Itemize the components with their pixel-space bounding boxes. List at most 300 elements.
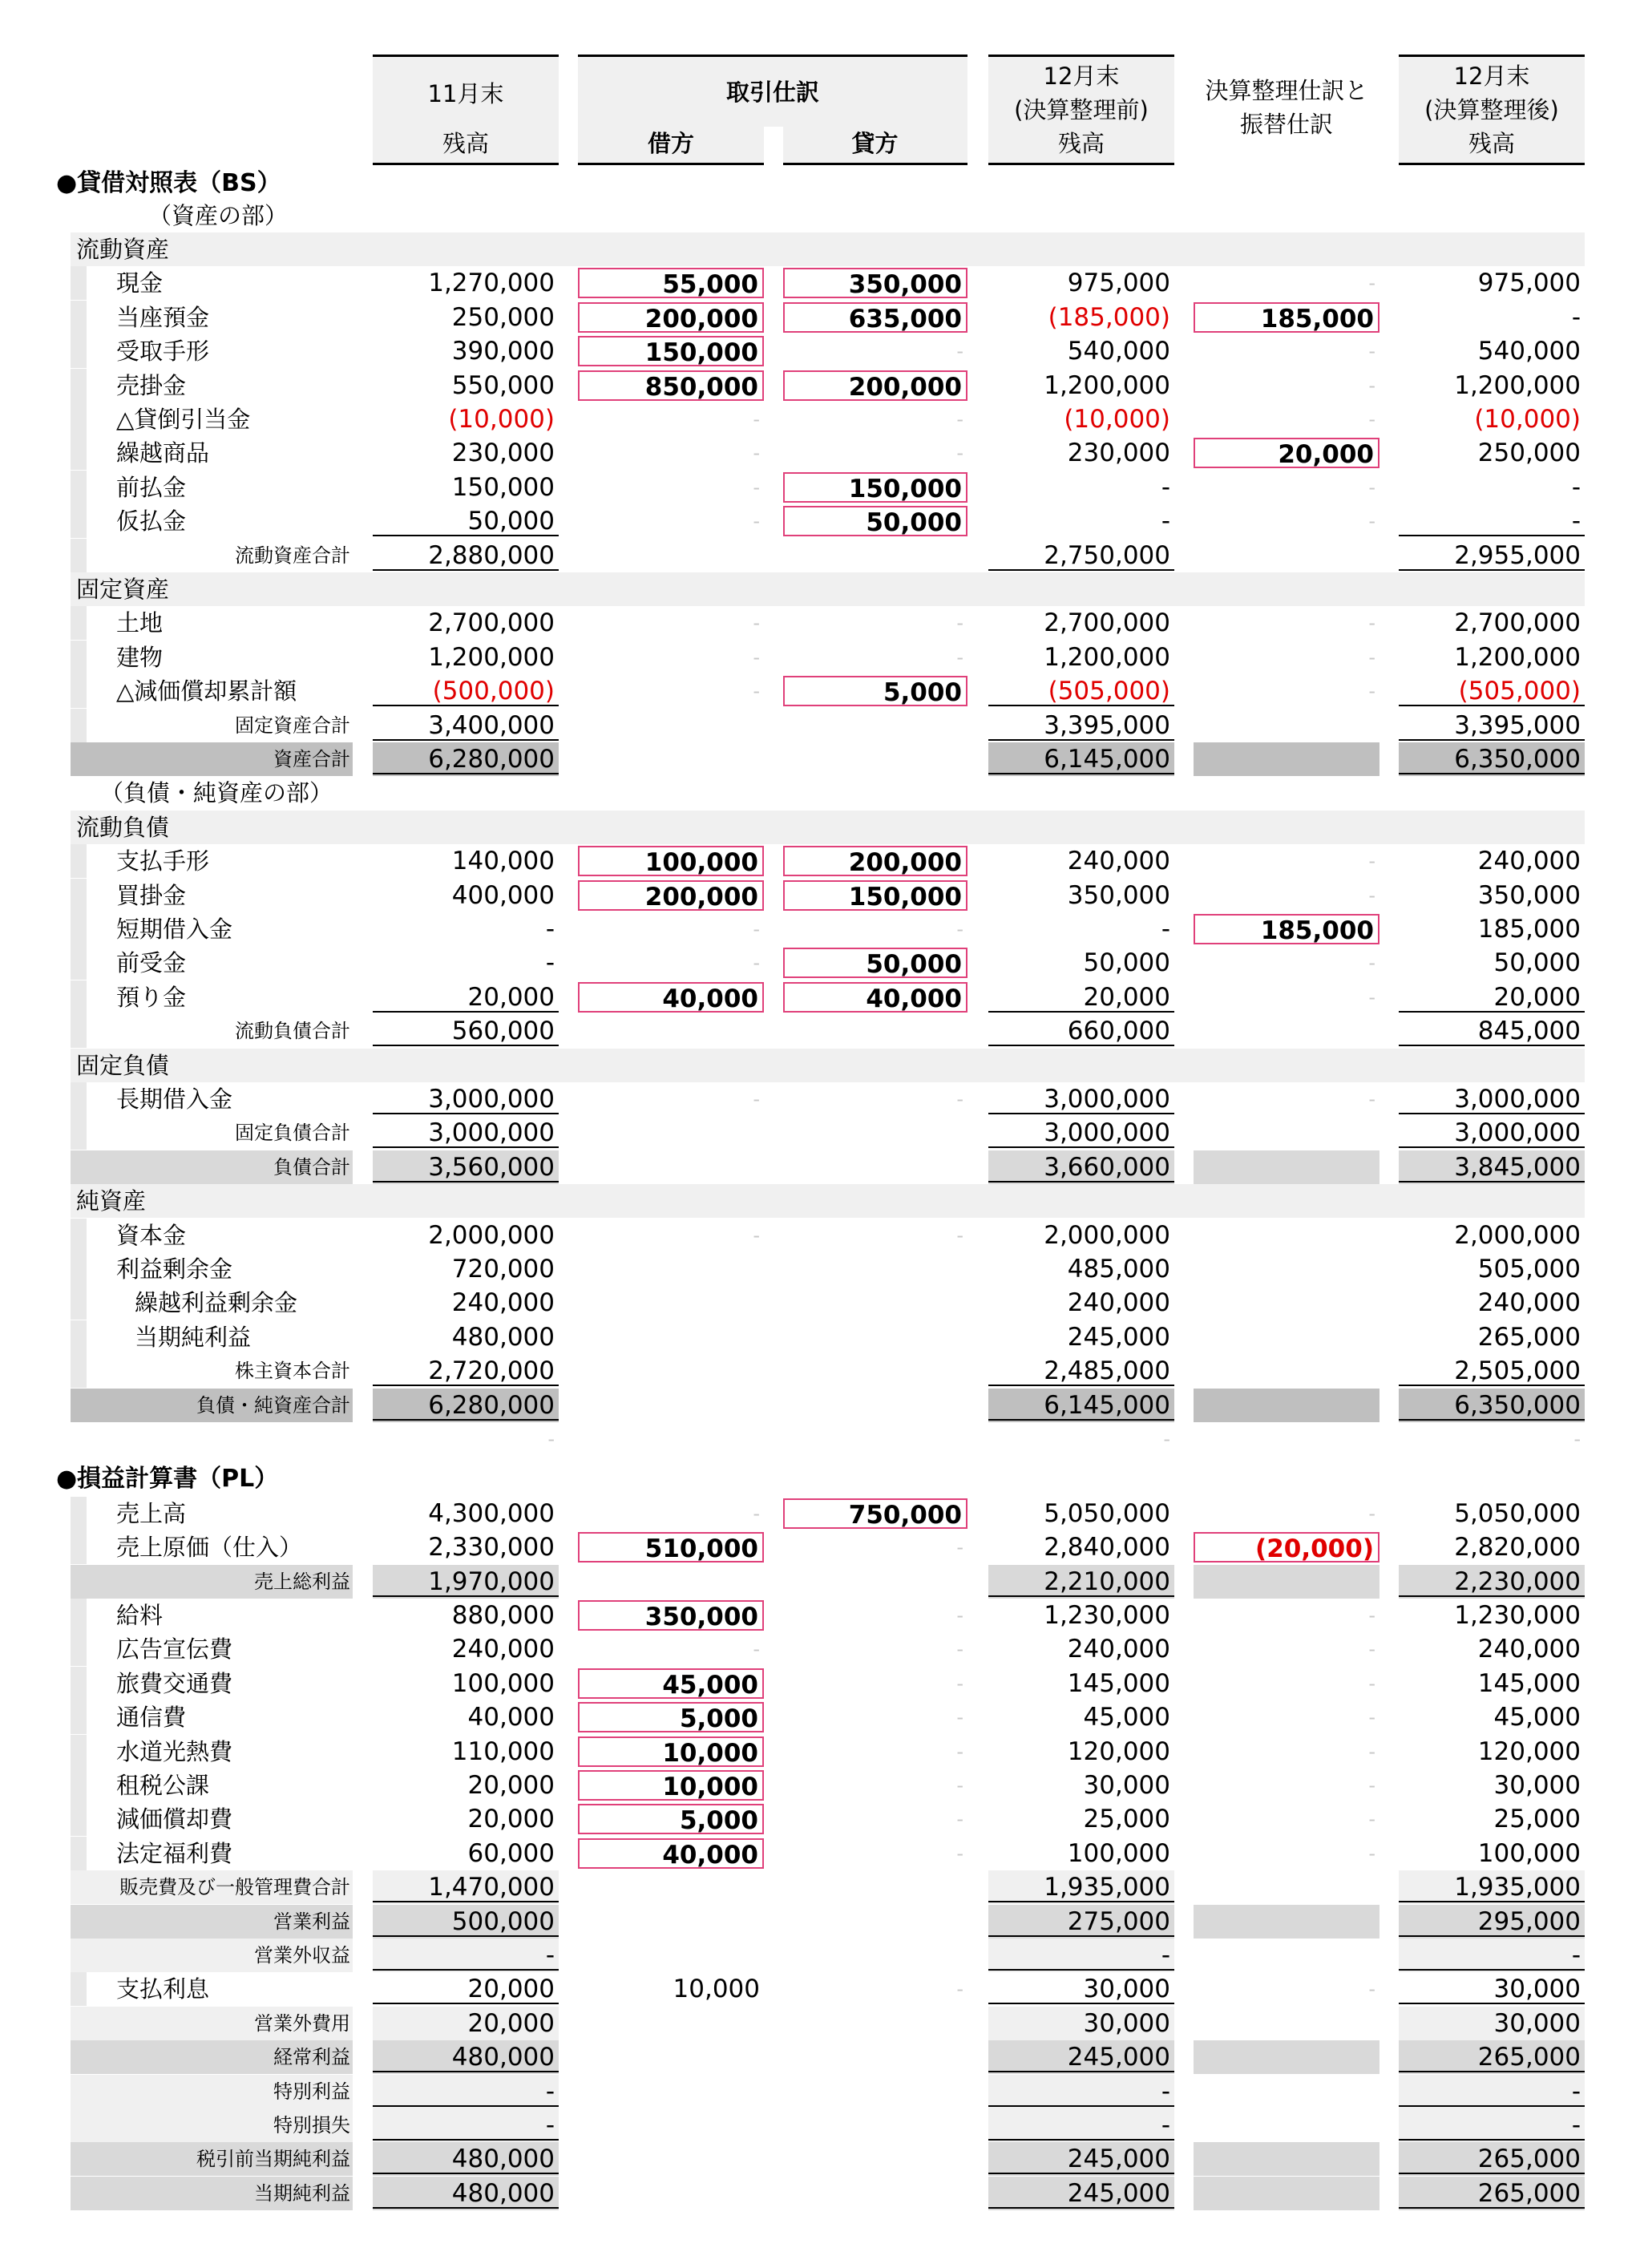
total-row	[0, 742, 1636, 776]
amount-cell: 505,000	[1477, 1255, 1581, 1284]
row-label: 繰越利益剰余金	[135, 1289, 298, 1317]
row-margin-bar	[71, 1497, 87, 1530]
pl-section-title: ●損益計算書（PL）	[56, 1465, 279, 1494]
amount-cell: 1,200,000	[1044, 370, 1170, 400]
amount-cell: 45,000	[1083, 1703, 1170, 1732]
amount-cell: 1,270,000	[428, 269, 555, 298]
amount-cell: -	[956, 442, 963, 465]
amount-cell: -	[1368, 883, 1375, 907]
amount-cell: -	[1368, 475, 1375, 499]
amount-cell: -	[1368, 1978, 1375, 2001]
amount-cell: 20,000	[988, 982, 1174, 1013]
amount-cell: -	[988, 2110, 1174, 2141]
amount-cell: 240,000	[1067, 1635, 1170, 1664]
amount-cell: -	[1573, 1428, 1581, 1450]
row-label: 資産合計	[273, 748, 350, 770]
amount-cell: 4,300,000	[428, 1498, 555, 1528]
row-margin-bar	[71, 1667, 87, 1700]
amount-cell: -	[753, 952, 760, 975]
amount-cell: 30,000	[1083, 2008, 1170, 2038]
row-shading	[1194, 742, 1379, 776]
amount-cell: 2,485,000	[988, 1356, 1174, 1386]
amount-cell: -	[956, 612, 963, 635]
journal-entry-amount: 850,000	[578, 370, 764, 401]
amount-cell: 2,720,000	[373, 1356, 559, 1386]
amount-cell: 2,210,000	[988, 1567, 1174, 1597]
amount-cell: -	[1368, 850, 1375, 873]
amount-cell: 2,880,000	[373, 540, 559, 571]
total-row	[0, 1905, 1636, 1939]
amount-cell: 3,400,000	[373, 710, 559, 741]
header-dec-post-line2: (決算整理後)	[1424, 96, 1559, 123]
amount-cell: 250,000	[451, 302, 555, 332]
amount-cell: -	[547, 1428, 555, 1450]
amount-cell: 50,000	[1493, 948, 1581, 978]
row-margin-bar	[71, 1286, 87, 1320]
amount-cell: -	[753, 680, 760, 703]
row-shading	[1194, 2142, 1379, 2176]
amount-cell: -	[545, 948, 555, 978]
amount-cell: 1,470,000	[373, 1872, 559, 1902]
amount-cell: -	[1368, 1638, 1375, 1661]
table-row	[0, 606, 1636, 640]
row-margin-bar	[71, 912, 87, 946]
table-row	[0, 980, 1636, 1014]
table-row	[0, 1497, 1636, 1530]
row-label: 広告宣伝費	[116, 1635, 233, 1664]
amount-cell: 245,000	[988, 2178, 1174, 2209]
amount-cell: 975,000	[1067, 269, 1170, 298]
row-label: 負債合計	[273, 1155, 350, 1178]
table-row	[0, 436, 1636, 470]
table-row	[0, 504, 1636, 538]
table-row	[0, 844, 1636, 878]
group-header-row	[0, 1184, 1636, 1218]
amount-cell: 145,000	[1067, 1668, 1170, 1698]
amount-cell: -	[1368, 272, 1375, 295]
amount-cell: -	[753, 510, 760, 533]
amount-cell: -	[753, 475, 760, 499]
header-adjust-line2: 振替仕訳	[1239, 111, 1333, 138]
row-margin-bar	[71, 1837, 87, 1870]
table-row	[0, 1837, 1636, 1870]
amount-cell: -	[1368, 1740, 1375, 1763]
journal-entry-amount: 200,000	[578, 880, 764, 911]
amount-cell: 6,350,000	[1399, 744, 1585, 774]
assets-subtitle: （資産の部）	[148, 202, 289, 229]
amount-cell: 295,000	[1399, 1906, 1585, 1937]
amount-cell: -	[988, 2076, 1174, 2107]
table-row	[0, 266, 1636, 300]
header-dec-pre-line2: (決算整理前)	[1014, 96, 1149, 123]
row-margin-bar	[71, 301, 87, 334]
row-label: 給料	[116, 1602, 164, 1629]
journal-entry-amount: 20,000	[1194, 438, 1379, 468]
row-label: 営業外費用	[254, 2011, 350, 2035]
amount-cell: 25,000	[1493, 1805, 1581, 1834]
group-header-row	[0, 232, 1636, 266]
journal-entry-amount: 635,000	[783, 302, 967, 333]
amount-cell: -	[1161, 915, 1170, 944]
amount-cell: -	[956, 1774, 963, 1797]
journal-entry-amount: 5,000	[578, 1702, 764, 1732]
amount-cell: 2,000,000	[1454, 1220, 1581, 1250]
row-label: 売上原価（仕入）	[116, 1534, 303, 1562]
journal-entry-amount: 10,000	[578, 1770, 764, 1801]
header-dec-pre-line3: 残高	[1057, 130, 1105, 157]
amount-cell: 120,000	[1067, 1736, 1170, 1766]
table-row	[0, 674, 1636, 708]
amount-cell: (10,000)	[448, 405, 555, 434]
amount-cell: -	[1399, 1940, 1585, 1971]
row-margin-bar	[71, 436, 87, 470]
row-shading	[71, 811, 1585, 844]
total-row	[0, 2177, 1636, 2210]
row-label: 特別損失	[273, 2114, 350, 2137]
row-margin-bar	[71, 1599, 87, 1632]
amount-cell: 2,505,000	[1399, 1356, 1585, 1386]
row-margin-bar	[71, 879, 87, 912]
row-margin-bar	[71, 1632, 87, 1666]
amount-cell: -	[1368, 952, 1375, 975]
row-label: 税引前当期純利益	[196, 2148, 350, 2171]
journal-entry-amount: 350,000	[578, 1600, 764, 1631]
amount-cell: 540,000	[1067, 337, 1170, 366]
amount-cell: 110,000	[451, 1736, 555, 1766]
amount-cell: 20,000	[373, 1974, 559, 2004]
amount-cell: -	[1163, 1428, 1170, 1450]
row-label: 水道光熱費	[116, 1737, 233, 1765]
amount-cell: -	[753, 1502, 760, 1525]
row-margin-bar	[71, 334, 87, 368]
amount-cell: -	[1368, 1774, 1375, 1797]
row-shading	[1194, 1565, 1379, 1599]
amount-cell: 485,000	[1067, 1255, 1170, 1284]
journal-entry-amount: (20,000)	[1194, 1532, 1379, 1563]
amount-cell: 10,000	[673, 1975, 760, 2004]
row-shading	[1194, 1389, 1379, 1422]
amount-cell: -	[1571, 302, 1581, 332]
row-label: 減価償却費	[116, 1805, 233, 1833]
row-label: 土地	[116, 609, 164, 637]
row-shading	[71, 572, 1585, 606]
row-label: 純資産	[76, 1187, 147, 1215]
amount-cell: 2,230,000	[1399, 1567, 1585, 1597]
journal-entry-amount: 750,000	[783, 1498, 967, 1529]
header-col-nov	[373, 55, 559, 165]
journal-entry-amount: 510,000	[578, 1532, 764, 1563]
amount-cell: 60,000	[467, 1838, 555, 1868]
amount-cell: 1,200,000	[1454, 642, 1581, 672]
amount-cell: 120,000	[1477, 1736, 1581, 1766]
row-margin-bar	[71, 1530, 87, 1564]
header-dec-post-line1: 12月末	[1453, 63, 1530, 90]
journal-entry-amount: 55,000	[578, 268, 764, 298]
amount-cell: 6,280,000	[373, 744, 559, 774]
row-label: 当期純利益	[254, 2181, 350, 2205]
row-shading	[71, 232, 1585, 266]
amount-cell: 6,280,000	[373, 1390, 559, 1421]
amount-cell: -	[988, 1940, 1174, 1971]
amount-cell: 480,000	[373, 2178, 559, 2209]
amount-cell: 480,000	[451, 1322, 555, 1352]
amount-cell: 30,000	[988, 1974, 1174, 2004]
row-shading	[1194, 2177, 1379, 2210]
amount-cell: 5,050,000	[1454, 1498, 1581, 1528]
journal-entry-amount: 5,000	[783, 676, 967, 706]
table-row	[0, 402, 1636, 436]
amount-cell: -	[1368, 1088, 1375, 1110]
row-label: 繰越商品	[116, 439, 210, 467]
amount-cell: 2,750,000	[988, 540, 1174, 571]
row-label: 法定福利費	[116, 1839, 233, 1867]
amount-cell: -	[1368, 985, 1375, 1009]
amount-cell: 40,000	[467, 1703, 555, 1732]
header-adjust-line1: 決算整理仕訳と	[1205, 77, 1368, 104]
amount-cell: -	[1368, 1502, 1375, 1525]
journal-entry-amount: 350,000	[783, 268, 967, 298]
row-label: 租税公課	[116, 1772, 210, 1799]
amount-cell: (505,000)	[1399, 676, 1585, 706]
group-header-row	[0, 811, 1636, 844]
row-label: 経常利益	[273, 2046, 350, 2069]
amount-cell: 240,000	[451, 1288, 555, 1318]
total-row	[0, 1354, 1636, 1388]
journal-entry-amount: 185,000	[1194, 914, 1379, 944]
amount-cell: -	[1161, 507, 1170, 536]
row-shading	[1194, 1905, 1379, 1939]
row-label: 前払金	[116, 473, 187, 501]
table-row	[0, 1769, 1636, 1802]
amount-cell: 275,000	[988, 1906, 1174, 1937]
amount-cell: (10,000)	[1474, 405, 1581, 434]
row-shading	[71, 1049, 1585, 1082]
row-margin-bar	[71, 1700, 87, 1734]
amount-cell: 25,000	[1083, 1805, 1170, 1834]
amount-cell: -	[956, 1088, 963, 1110]
amount-cell: 2,700,000	[1454, 608, 1581, 638]
header-col-dec-pre	[988, 55, 1174, 165]
row-label: 通信費	[116, 1704, 187, 1732]
row-label: 長期借入金	[116, 1085, 233, 1113]
amount-cell: 6,145,000	[988, 744, 1174, 774]
amount-cell: -	[373, 2110, 559, 2141]
row-label: 当期純利益	[135, 1323, 252, 1351]
amount-cell: -	[1368, 1706, 1375, 1729]
row-label: 固定資産合計	[235, 714, 350, 737]
amount-cell: 3,000,000	[1399, 1118, 1585, 1148]
amount-cell: 265,000	[1399, 2042, 1585, 2072]
table-row	[0, 1972, 1636, 2006]
amount-cell: 720,000	[451, 1255, 555, 1284]
amount-cell: -	[956, 1672, 963, 1695]
amount-cell: 140,000	[451, 847, 555, 876]
row-label: 売上高	[116, 1499, 187, 1527]
row-margin-bar	[71, 606, 87, 640]
amount-cell: 20,000	[1399, 982, 1585, 1013]
table-row	[0, 301, 1636, 334]
amount-cell: -	[1368, 510, 1375, 533]
amount-cell: 3,395,000	[1399, 710, 1585, 741]
table-row	[0, 1667, 1636, 1700]
row-margin-bar	[71, 266, 87, 300]
amount-cell: 3,000,000	[373, 1084, 559, 1114]
amount-cell: 20,000	[467, 1805, 555, 1834]
amount-cell: -	[753, 645, 760, 669]
amount-cell: -	[1368, 340, 1375, 363]
amount-cell: (505,000)	[988, 676, 1174, 706]
amount-cell: 500,000	[373, 1906, 559, 1937]
amount-cell: 240,000	[1477, 847, 1581, 876]
amount-cell: 240,000	[1067, 1288, 1170, 1318]
table-row	[0, 369, 1636, 402]
amount-cell: 245,000	[988, 2144, 1174, 2174]
header-dec-post-line3: 残高	[1468, 130, 1515, 157]
amount-cell: -	[956, 1978, 963, 2001]
table-row	[0, 471, 1636, 504]
amount-cell: 5,050,000	[1044, 1498, 1170, 1528]
amount-cell: 2,000,000	[1044, 1220, 1170, 1250]
amount-cell: (500,000)	[373, 676, 559, 706]
table-row	[0, 1735, 1636, 1769]
amount-cell: 2,955,000	[1399, 540, 1585, 571]
row-label: 負債・純資産合計	[196, 1393, 350, 1417]
amount-cell: -	[1368, 1841, 1375, 1865]
amount-cell: 265,000	[1399, 2144, 1585, 2174]
row-label: 資本金	[116, 1221, 187, 1249]
amount-cell: -	[753, 1223, 760, 1247]
amount-cell: -	[1368, 1604, 1375, 1627]
amount-cell: 240,000	[1477, 1288, 1581, 1318]
amount-cell: 390,000	[451, 337, 555, 366]
group-header-row	[0, 1049, 1636, 1082]
amount-cell: -	[753, 612, 760, 635]
amount-cell: -	[956, 1841, 963, 1865]
row-margin-bar	[71, 980, 87, 1014]
amount-cell: 265,000	[1477, 1322, 1581, 1352]
journal-entry-amount: 40,000	[578, 982, 764, 1013]
group-header-row	[0, 572, 1636, 606]
row-label: 流動資産合計	[235, 544, 350, 567]
row-margin-bar	[71, 1082, 87, 1116]
total-row	[0, 1939, 1636, 1972]
table-row	[0, 879, 1636, 912]
amount-cell: 3,845,000	[1399, 1152, 1585, 1183]
journal-entry-amount: 100,000	[578, 846, 764, 876]
amount-cell: 1,970,000	[373, 1567, 559, 1597]
amount-cell: 6,350,000	[1399, 1390, 1585, 1421]
table-row	[0, 1530, 1636, 1564]
row-label: 固定負債合計	[235, 1122, 350, 1145]
table-row	[0, 1082, 1636, 1116]
total-row	[0, 539, 1636, 572]
row-shading	[1194, 2040, 1379, 2074]
amount-cell: 2,820,000	[1454, 1533, 1581, 1563]
total-row	[0, 2142, 1636, 2176]
row-label: 流動資産	[76, 236, 170, 263]
row-shading	[71, 1184, 1585, 1218]
journal-entry-amount: 45,000	[578, 1668, 764, 1699]
journal-entry-amount: 150,000	[783, 472, 967, 503]
amount-cell: 45,000	[1493, 1703, 1581, 1732]
amount-cell: (10,000)	[1064, 405, 1170, 434]
table-row	[0, 334, 1636, 368]
amount-cell: 2,330,000	[428, 1533, 555, 1563]
bs-section-title: ●貸借対照表（BS）	[56, 169, 281, 197]
amount-cell: -	[956, 1223, 963, 1247]
amount-cell: 240,000	[1477, 1635, 1581, 1664]
header-credit: 貸方	[851, 130, 899, 157]
table-row	[0, 912, 1636, 946]
amount-cell: -	[1368, 612, 1375, 635]
amount-cell: 230,000	[1067, 439, 1170, 468]
journal-entry-amount: 10,000	[578, 1736, 764, 1767]
journal-entry-amount: 150,000	[783, 880, 967, 911]
row-margin-bar	[71, 1219, 87, 1252]
table-row	[0, 776, 1636, 810]
amount-cell: 1,200,000	[428, 642, 555, 672]
row-label: 流動負債	[76, 813, 170, 841]
amount-cell: -	[956, 1740, 963, 1763]
row-margin-bar	[71, 1769, 87, 1802]
row-margin-bar	[71, 1735, 87, 1769]
amount-cell: -	[1368, 645, 1375, 669]
amount-cell: 2,700,000	[1044, 608, 1170, 638]
journal-entry-amount: 40,000	[578, 1838, 764, 1869]
row-margin-bar	[71, 1252, 87, 1286]
amount-cell: -	[956, 1536, 963, 1559]
amount-cell: 1,200,000	[1044, 642, 1170, 672]
table-row	[0, 946, 1636, 980]
amount-cell: 3,660,000	[988, 1152, 1174, 1183]
row-label: 仮払金	[116, 507, 187, 536]
row-label: 買掛金	[116, 881, 187, 909]
amount-cell: 2,840,000	[1044, 1533, 1170, 1563]
amount-cell: 30,000	[1083, 1771, 1170, 1800]
amount-cell: 3,560,000	[373, 1152, 559, 1183]
amount-cell: 30,000	[1493, 1771, 1581, 1800]
amount-cell: -	[956, 1706, 963, 1729]
row-shading	[1194, 1150, 1379, 1184]
amount-cell: 1,230,000	[1454, 1601, 1581, 1630]
amount-cell: 6,145,000	[988, 1390, 1174, 1421]
amount-cell: 1,935,000	[988, 1872, 1174, 1902]
journal-entry-amount: 50,000	[783, 948, 967, 978]
amount-cell: 3,000,000	[373, 1118, 559, 1148]
amount-cell: -	[753, 442, 760, 465]
amount-cell: (185,000)	[1048, 302, 1170, 332]
header-journal-title: 取引仕訳	[725, 79, 819, 106]
amount-cell: 3,000,000	[1399, 1084, 1585, 1114]
row-label: 当座預金	[116, 303, 210, 331]
row-label: 短期借入金	[116, 916, 233, 943]
row-label: 前受金	[116, 949, 187, 977]
header-nov-line1: 11月末	[427, 80, 504, 107]
row-margin-bar	[71, 369, 87, 402]
amount-cell: 100,000	[451, 1668, 555, 1698]
row-label: 支払手形	[116, 847, 210, 875]
table-row	[0, 1320, 1636, 1354]
amount-cell: 480,000	[373, 2042, 559, 2072]
total-row	[0, 1389, 1636, 1422]
row-margin-bar	[71, 402, 87, 436]
amount-cell: -	[956, 918, 963, 940]
amount-cell: 560,000	[373, 1016, 559, 1046]
total-row	[0, 1870, 1636, 1904]
amount-cell: 100,000	[1067, 1838, 1170, 1868]
header-col-adjust	[1194, 74, 1379, 141]
amount-cell: -	[1399, 2110, 1585, 2141]
